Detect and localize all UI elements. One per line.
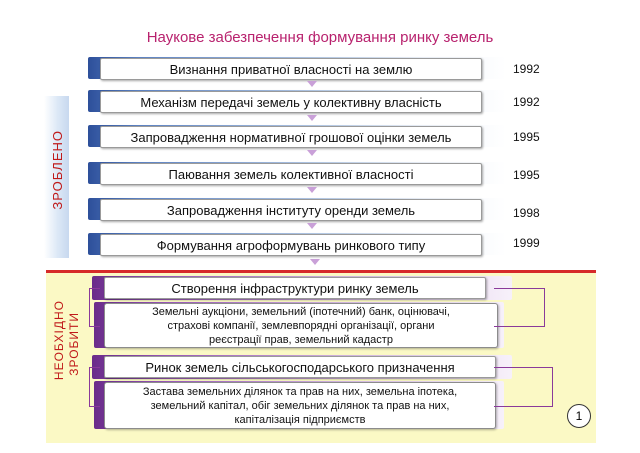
step-box: [100, 126, 482, 148]
todo-step-label: Ринок земель сільськогосподарського призначення: [145, 359, 455, 375]
detail-line: земельний капітал, обіг земельних ділянок та прав на них,: [150, 399, 450, 412]
step-year: 1992: [513, 95, 540, 109]
step-year: 1998: [513, 206, 540, 220]
step-year: 1992: [513, 62, 540, 76]
done-side-label: ЗРОБЛЕНО: [50, 130, 65, 210]
detail-line: капіталізація підприємств: [234, 413, 366, 426]
down-arrow-icon: [310, 259, 320, 265]
step-year: 1995: [513, 168, 540, 182]
page-title: Наукове забезпечення формування ринку земель: [146, 29, 494, 46]
step-box: [100, 199, 482, 221]
step-year: 1995: [513, 130, 540, 144]
left-bracket: [89, 367, 100, 407]
step-label: Запровадження інституту оренди земель: [166, 202, 416, 218]
down-arrow-icon: [307, 115, 317, 121]
step-box: [100, 91, 482, 113]
step-label: Запровадження нормативної грошової оцінки земель: [130, 129, 452, 145]
todo-side-label-line2: ЗРОБИТИ: [67, 312, 81, 376]
page-number: 1: [567, 404, 591, 428]
detail-line: страхові компанії, землевпорядні організації, органи: [167, 319, 435, 332]
todo-step-box: [104, 277, 486, 299]
detail-line: Застава земельних ділянок та прав на них, земельна іпотека,: [142, 385, 458, 398]
step-box: [100, 58, 482, 80]
todo-side-label-line1: НЕОБХІДНО: [52, 300, 66, 381]
detail-line: Земельні аукціони, земельний (іпотечний) банк, оцінювачі,: [152, 305, 450, 318]
down-arrow-icon: [307, 223, 317, 229]
detail-box: [104, 382, 496, 429]
down-arrow-icon: [307, 150, 317, 156]
todo-step-label: Створення інфраструктури ринку земель: [171, 280, 419, 296]
step-label: Механізм передачі земель у колективну власність: [140, 94, 442, 110]
detail-box: [104, 303, 498, 348]
step-label: Визнання приватної власності на землю: [169, 61, 413, 77]
step-box: [100, 163, 482, 185]
step-label: Формування агроформувань ринкового типу: [156, 237, 426, 253]
down-arrow-icon: [307, 187, 317, 193]
left-bracket: [89, 288, 100, 327]
todo-step-box: [104, 356, 496, 378]
down-arrow-icon: [307, 81, 317, 87]
step-year: 1999: [513, 236, 540, 250]
right-bracket: [494, 288, 545, 327]
step-label: Паювання земель колективної власності: [168, 166, 414, 182]
right-bracket: [494, 367, 553, 407]
detail-line: реєстрації прав, земельний кадастр: [209, 333, 393, 346]
step-box: [100, 234, 482, 256]
